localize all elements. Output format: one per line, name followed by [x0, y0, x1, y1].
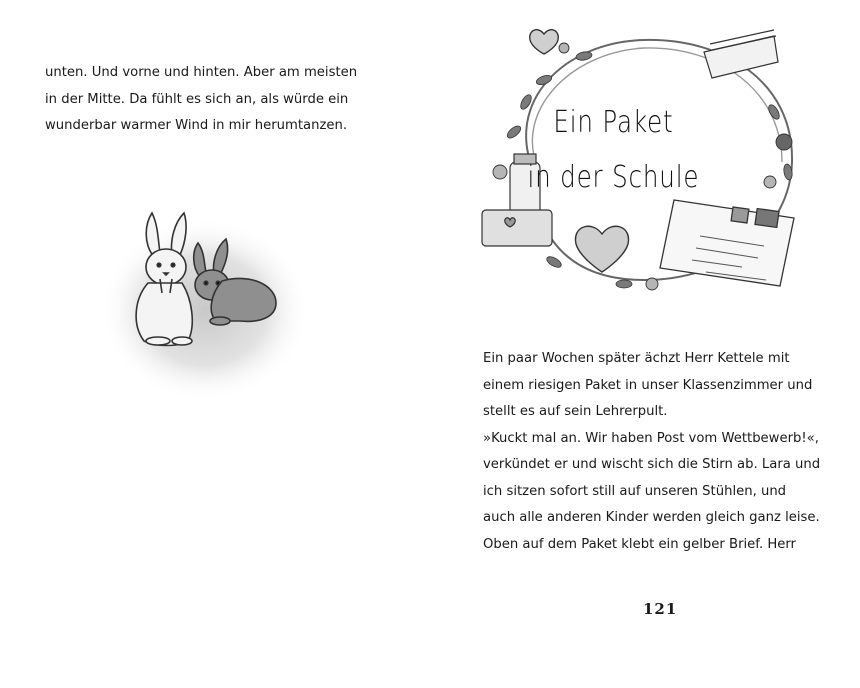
chapter-wreath-illustration	[474, 22, 814, 302]
text-line: Ein paar Wochen später ächzt Herr Kettele mit	[483, 351, 790, 366]
text-line: unten. Und vorne und hinten. Aber am meisten	[45, 65, 358, 80]
lunchbox-icon	[482, 210, 552, 246]
chapter-title-line2: in der Schule	[527, 160, 700, 195]
left-paragraph	[45, 60, 357, 140]
pencils-icon	[704, 30, 778, 78]
bunnies-illustration	[100, 195, 320, 415]
text-line: wunderbar warmer Wind in mir herumtanzen.	[45, 118, 348, 133]
chapter-title-line1: Ein Paket	[553, 105, 674, 140]
text-line: stellt es auf sein Lehrerpult.	[483, 404, 668, 419]
page-number: 121	[643, 600, 678, 618]
text-line: »Kuckt mal an. Wir haben Post vom Wettbewerb!«,	[483, 430, 819, 446]
right-page	[430, 0, 860, 688]
text-line: ich sitzen sofort still auf unseren Stühlen, und	[483, 483, 787, 499]
text-line: verkündet er und wischt sich die Stirn ab. Lara und	[483, 457, 821, 472]
right-paragraph	[483, 346, 820, 558]
text-line: Oben auf dem Paket klebt ein gelber Brief. Herr	[483, 536, 796, 552]
text-line: einem riesigen Paket in unser Klassenzimmer und	[483, 377, 813, 393]
text-line: auch alle anderen Kinder werden gleich ganz leise.	[483, 510, 820, 525]
letter-envelope-icon	[660, 200, 794, 286]
text-line: in der Mitte. Da fühlt es sich an, als würde ein	[45, 91, 349, 107]
